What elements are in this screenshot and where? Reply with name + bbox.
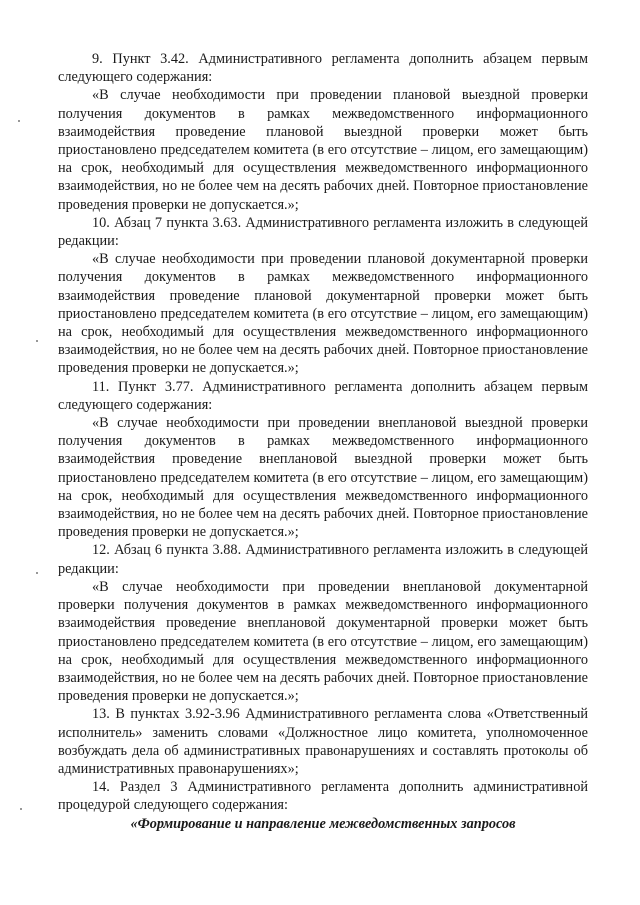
paragraph-item-10: 10. Абзац 7 пункта 3.63. Административного регламента изложить в следующей редакции: [58,214,588,250]
paragraph-item-11: 11. Пункт 3.77. Административного регламента дополнить абзацем первым следующего содержания: [58,378,588,413]
scan-speck [36,340,38,342]
paragraph-item-12: 12. Абзац 6 пункта 3.88. Административного регламента изложить в следующей редакции: [58,542,588,577]
paragraph-item-14: 14. Раздел 3 Административного регламента дополнить административной процедурой следующего содержания: [58,779,588,814]
paragraph-quote-9: «В случае необходимости при проведении плановой выездной проверки получения документов в рамках межведомственного информационного взаимодействия проведение плановой выездной проверки может быть приостановлено председателем комитета (в его отсутствие – лицом, его замещающим) на срок, необходимый для осуществления межведомственного информационного взаимодействия, но не более чем на десять рабочих дней. Повторное приостановление проведения проверки не допускается.»; [58,87,588,213]
paragraph-item-13: 13. В пунктах 3.92-3.96 Административного регламента слова «Ответственный исполнитель» заменить словами «Должностное лицо комитета, уполномоченное возбуждать дела об административных правонарушениях и составлять протоколы об административных правонарушениях»; [58,706,588,777]
paragraph-quote-12: «В случае необходимости при проведении внеплановой документарной проверки получения документов в рамках межведомственного информационного взаимодействия проведение внеплановой документарной проверки может быть приостановлено председателем комитета (в его отсутствие – лицом, его замещающим) на срок, необходимый для осуществления межведомственного информационного взаимодействия, но не более чем на десять рабочих дней. Повторное приостановление проведения проверки не допускается.»; [58,578,588,705]
paragraph-item-9: 9. Пункт 3.42. Административного регламента дополнить абзацем первым следующего содержания: [58,51,588,86]
section-heading: «Формирование и направление межведомственных запросов [130,815,516,832]
scan-speck [36,572,38,574]
document-page [58,50,588,833]
paragraph-quote-10: «В случае необходимости при проведении плановой документарной проверки получения документов в рамках межведомственного информационного взаимодействия проведение плановой документарной проверки может быть приостановлено председателем комитета (в его отсутствие – лицом, его замещающим) на срок, необходимый для осуществления межведомственного информационного взаимодействия, но не более чем на десять рабочих дней. Повторное приостановление проведения проверки не допускается.»; [58,251,588,377]
scan-speck [20,808,22,810]
paragraph-quote-11: «В случае необходимости при проведении внеплановой выездной проверки получения документов в рамках межведомственного информационного взаимодействия проведение внеплановой выездной проверки может быть приостановлено председателем комитета (в его отсутствие – лицом, его замещающим) на срок, необходимый для осуществления межведомственного информационного взаимодействия, но не более чем на десять рабочих дней. Повторное приостановление проведения проверки не допускается.»; [58,415,588,541]
scan-speck [18,120,20,122]
